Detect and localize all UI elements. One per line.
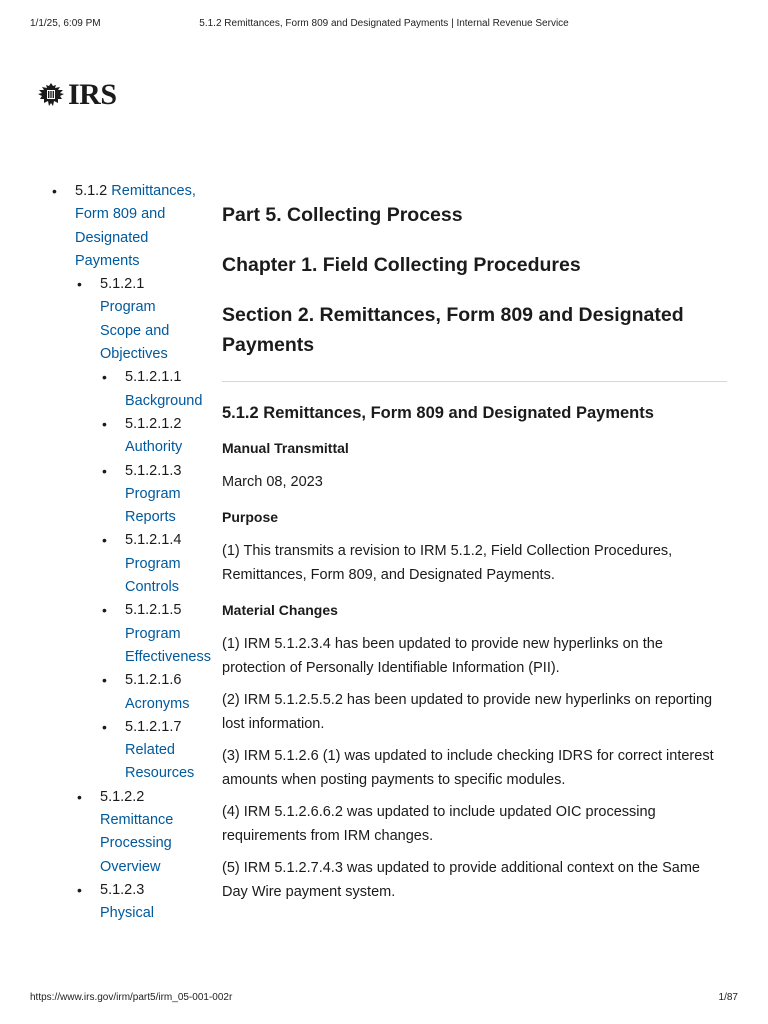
toc-item-5-1-2-2[interactable] xyxy=(30,786,215,879)
toc-item-5-1-2-1-4[interactable] xyxy=(30,529,215,599)
bullet: • xyxy=(77,276,82,293)
change-item: (5) IRM 5.1.2.7.4.3 was updated to provide additional context on the Same Day Wire payment system. xyxy=(222,860,700,900)
change-item: (3) IRM 5.1.2.6 (1) was updated to include checking IDRS for correct interest amounts when posting payments to specific modules. xyxy=(222,748,714,788)
transmittal-date: March 08, 2023 xyxy=(222,474,323,490)
toc-item-5-1-2-1-3[interactable] xyxy=(30,460,215,530)
toc-number: 5.1.2.2 xyxy=(100,788,145,805)
print-datetime: 1/1/25, 6:09 PM xyxy=(30,18,101,29)
toc-number: 5.1.2.1.5 xyxy=(125,602,182,619)
bullet: • xyxy=(77,788,82,805)
print-page-number: 1/87 xyxy=(718,992,738,1003)
toc-link[interactable]: Background xyxy=(125,392,203,409)
change-item: (1) IRM 5.1.2.3.4 has been updated to provide new hyperlinks on the protection of Personally Identifiable Information (PII). xyxy=(222,636,663,676)
print-url: https://www.irs.gov/irm/part5/irm_05-001-002r xyxy=(30,992,233,1003)
toc-item-5-1-2-1-7[interactable] xyxy=(30,716,215,786)
toc-link[interactable]: Authority xyxy=(125,439,183,456)
bullet: • xyxy=(102,672,107,689)
toc-link[interactable]: Remittance Processing Overview xyxy=(100,812,174,875)
toc-number: 5.1.2 xyxy=(75,183,108,199)
change-item: (4) IRM 5.1.2.6.6.2 was updated to include updated OIC processing requirements from IRM changes. xyxy=(222,804,656,844)
toc-number: 5.1.2.3 xyxy=(100,881,145,898)
toc-link[interactable]: Related Resources xyxy=(125,742,195,782)
main-content xyxy=(222,200,727,904)
bullet: • xyxy=(102,415,107,432)
manual-transmittal-label: Manual Transmittal xyxy=(222,440,349,456)
bullet: • xyxy=(52,183,57,199)
material-changes-label: Material Changes xyxy=(222,602,338,618)
chapter-heading: Chapter 1. Field Collecting Procedures xyxy=(222,254,581,276)
toc-link[interactable]: Program Effectiveness xyxy=(125,625,211,665)
subsection-heading: 5.1.2 Remittances, Form 809 and Designated Payments xyxy=(222,404,654,422)
bullet: • xyxy=(102,462,107,479)
change-item: (2) IRM 5.1.2.5.5.2 has been updated to provide new hyperlinks on reporting lost information. xyxy=(222,692,713,732)
bullet: • xyxy=(102,602,107,619)
toc-item-5-1-2[interactable] xyxy=(30,180,197,273)
part-heading: Part 5. Collecting Process xyxy=(222,204,463,226)
toc-item-5-1-2-1-5[interactable] xyxy=(30,599,215,669)
toc-number: 5.1.2.1.3 xyxy=(125,462,182,479)
print-page-title: 5.1.2 Remittances, Form 809 and Designated Payments | Internal Revenue Service xyxy=(199,18,569,29)
toc-number: 5.1.2.1.1 xyxy=(125,369,182,386)
print-footer xyxy=(0,992,768,1006)
toc-link[interactable]: Program Reports xyxy=(125,485,181,526)
toc-item-5-1-2-1[interactable] xyxy=(30,273,215,366)
print-header xyxy=(0,18,768,34)
toc-number: 5.1.2.1 xyxy=(100,276,145,293)
toc-number: 5.1.2.1.2 xyxy=(125,415,182,432)
toc-item-5-1-2-1-6[interactable] xyxy=(30,669,215,716)
logo-text: IRS xyxy=(68,78,117,111)
toc-number: 5.1.2.1.4 xyxy=(125,532,182,549)
bullet: • xyxy=(102,369,107,386)
bullet: • xyxy=(102,718,107,735)
table-of-contents xyxy=(30,180,215,926)
toc-number: 5.1.2.1.7 xyxy=(125,718,182,735)
irs-eagle-emblem-icon xyxy=(36,81,66,109)
section-heading: Section 2. Remittances, Form 809 and Designated Payments xyxy=(222,304,684,356)
toc-number: 5.1.2.1.6 xyxy=(125,672,182,689)
toc-item-5-1-2-1-2[interactable] xyxy=(30,413,215,460)
toc-link[interactable]: Remittances, Form 809 and Designated Payments xyxy=(75,183,196,269)
divider xyxy=(222,381,727,382)
toc-item-5-1-2-3[interactable] xyxy=(30,879,215,926)
toc-link[interactable]: Acronyms xyxy=(125,695,190,712)
toc-link[interactable]: Physical xyxy=(100,905,154,922)
irs-logo[interactable] xyxy=(36,80,117,110)
bullet: • xyxy=(102,532,107,549)
toc-item-5-1-2-1-1[interactable] xyxy=(30,366,215,413)
toc-link[interactable]: Program Controls xyxy=(125,555,181,596)
purpose-label: Purpose xyxy=(222,509,279,525)
bullet: • xyxy=(77,881,82,898)
purpose-text: (1) This transmits a revision to IRM 5.1.2, Field Collection Procedures, Remittances, Form 809, and Designated Payments. xyxy=(222,543,673,583)
toc-link[interactable]: Program Scope and Objectives xyxy=(100,299,170,363)
